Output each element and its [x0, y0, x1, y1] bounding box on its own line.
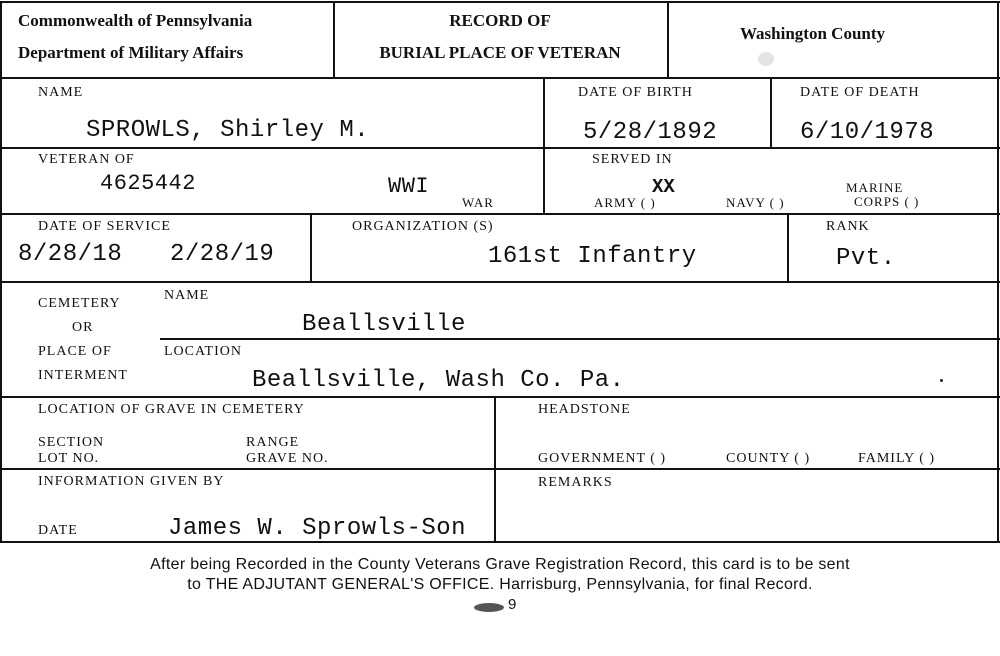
- label-location: LOCATION: [164, 344, 242, 359]
- label-family-option: FAMILY ( ): [858, 451, 936, 466]
- rule-service-bottom: [0, 281, 1000, 283]
- label-place-of: PLACE OF: [38, 344, 112, 359]
- label-government: GOVERNMENT ( ): [538, 451, 667, 466]
- label-cemetery-name: NAME: [164, 288, 210, 303]
- label-range: RANGE: [246, 435, 300, 450]
- rule-name-div1: [543, 77, 545, 147]
- rule-service-div1: [310, 213, 312, 281]
- label-war: WAR: [462, 195, 494, 210]
- rule-right: [997, 1, 999, 541]
- union-label-mark: [474, 603, 504, 612]
- label-cemetery: CEMETERY: [38, 296, 121, 311]
- war-value: WWI: [388, 174, 430, 199]
- label-served-in: SERVED IN: [592, 152, 673, 167]
- rule-info-bottom: [0, 541, 1000, 543]
- footer-instruction-line2: to THE ADJUTANT GENERAL'S OFFICE. Harrisburg, Pennsylvania, for final Record.: [187, 576, 813, 593]
- rule-service-div2: [787, 213, 789, 281]
- stray-dot: [940, 379, 943, 382]
- army-mark: XX: [652, 176, 675, 198]
- rule-veteran-bottom: [0, 213, 1000, 215]
- label-date: DATE: [38, 523, 78, 538]
- rule-top: [0, 1, 1000, 3]
- label-interment: INTERMENT: [38, 368, 128, 383]
- header-department: Department of Military Affairs: [18, 43, 244, 62]
- veteran-name: SPROWLS, Shirley M.: [86, 117, 370, 144]
- rule-name-div2: [770, 77, 772, 147]
- label-headstone: HEADSTONE: [538, 402, 631, 417]
- rule-interment-bottom: [0, 396, 1000, 398]
- rule-name-bottom: [0, 147, 1000, 149]
- header-burial-place: BURIAL PLACE OF VETERAN: [379, 43, 621, 62]
- label-grave-no: GRAVE NO.: [246, 451, 329, 466]
- label-name: NAME: [38, 85, 84, 100]
- service-start-date: 8/28/18: [18, 241, 123, 268]
- label-rank: RANK: [826, 219, 870, 234]
- service-end-date: 2/28/19: [170, 241, 275, 268]
- rule-veteran-div: [543, 147, 545, 213]
- date-of-birth-value: 5/28/1892: [583, 119, 718, 146]
- label-veteran-of: VETERAN OF: [38, 152, 135, 167]
- label-remarks: REMARKS: [538, 475, 613, 490]
- label-location-of-grave: LOCATION OF GRAVE IN CEMETERY: [38, 402, 305, 417]
- rule-grave-div: [494, 396, 496, 541]
- label-date-of-service: DATE OF SERVICE: [38, 219, 171, 234]
- rule-header-div2: [667, 1, 669, 77]
- label-corps: CORPS ( ): [854, 194, 920, 209]
- label-lot-no: LOT NO.: [38, 451, 100, 466]
- rule-left: [0, 1, 2, 541]
- rule-grave-bottom: [0, 468, 1000, 470]
- label-or: OR: [72, 320, 94, 335]
- header-record-of: RECORD OF: [449, 11, 551, 30]
- rank-value: Pvt.: [836, 245, 896, 272]
- faint-stamp-mark: [758, 52, 774, 66]
- label-information-given-by: INFORMATION GIVEN BY: [38, 474, 225, 489]
- serial-number: 4625442: [100, 171, 196, 196]
- cemetery-name-value: Beallsville: [302, 311, 466, 338]
- header-county: Washington County: [740, 24, 886, 43]
- location-value: Beallsville, Wash Co. Pa.: [252, 367, 625, 394]
- footer-instruction-line1: After being Recorded in the County Veterans Grave Registration Record, this card is to be sent: [150, 556, 850, 573]
- informant-value: James W. Sprowls-Son: [168, 515, 467, 542]
- organization-value: 161st Infantry: [488, 243, 697, 270]
- label-section: SECTION: [38, 435, 105, 450]
- label-navy: NAVY ( ): [726, 195, 785, 210]
- label-date-of-death: DATE OF DEATH: [800, 85, 920, 100]
- rule-header-bottom: [0, 77, 1000, 79]
- label-marine: MARINE: [846, 180, 904, 195]
- date-of-death-value: 6/10/1978: [800, 119, 935, 146]
- label-county-option: COUNTY ( ): [726, 451, 811, 466]
- form-number: 9: [508, 596, 517, 613]
- rule-cemetery-underline: [160, 338, 1000, 340]
- header-commonwealth: Commonwealth of Pennsylvania: [18, 11, 253, 30]
- label-organization: ORGANIZATION (S): [352, 219, 494, 234]
- label-date-of-birth: DATE OF BIRTH: [578, 85, 693, 100]
- label-army: ARMY ( ): [594, 195, 656, 210]
